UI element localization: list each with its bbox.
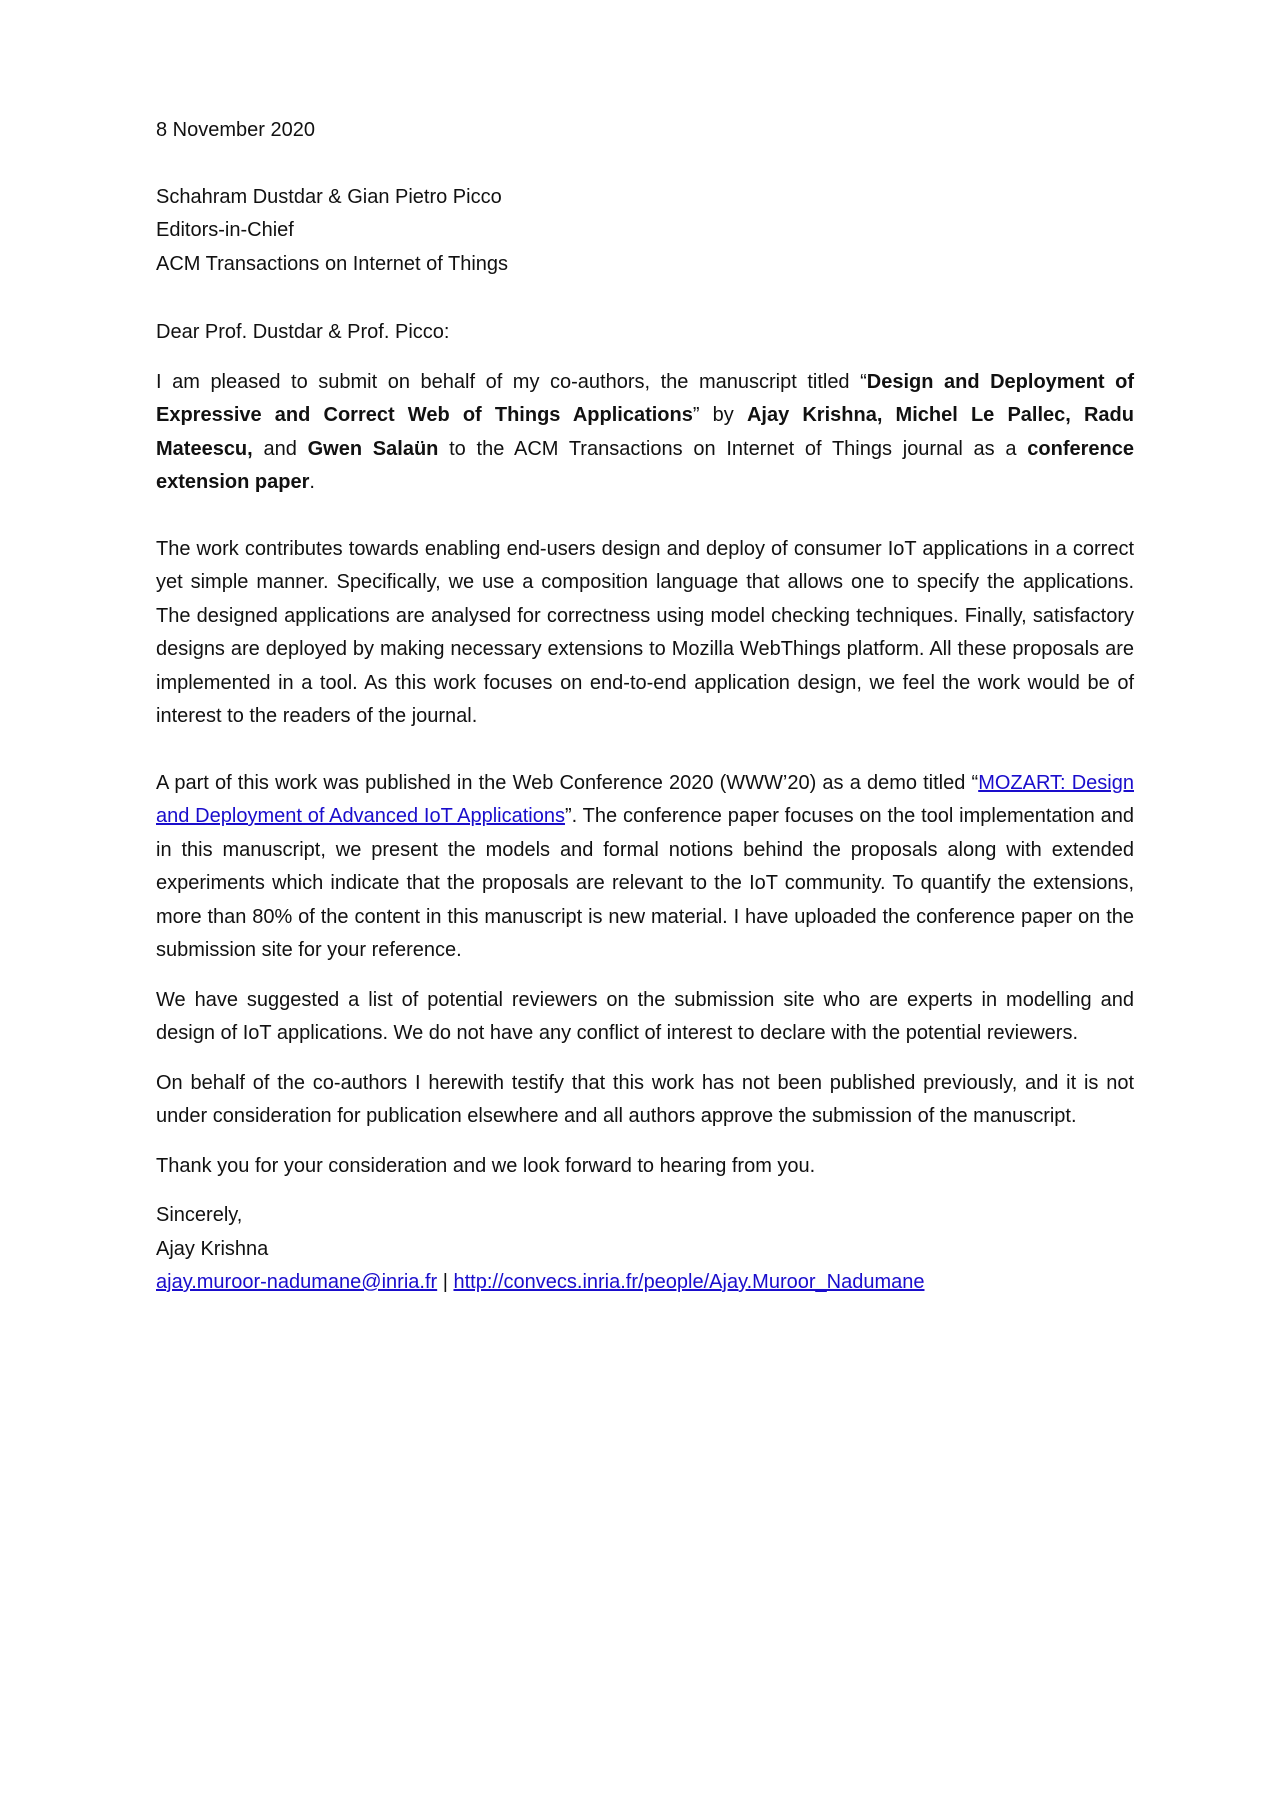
paragraph-reviewers: We have suggested a list of potential reviewers on the submission site who are experts in modelling and design of IoT applications. We do not have any conflict of interest to declare with the potential reviewers. — [156, 988, 1134, 1044]
recipient-block — [156, 181, 1134, 282]
p1-text-2: ” by — [692, 404, 747, 426]
p1-text-1: I am pleased to submit on behalf of my co-authors, the manuscript titled “ — [156, 370, 867, 393]
last-author: Gwen Salaün — [307, 437, 439, 460]
contact-line — [156, 1266, 1134, 1300]
manuscript-title: Design and Deployment of Expressive and Correct Web of Things Applications — [156, 370, 1135, 426]
signer-name: Ajay Krishna — [156, 1237, 269, 1260]
salutation: Dear Prof. Dustdar & Prof. Picco: — [156, 321, 450, 343]
p3-text-2: ”. The conference paper focuses on the tool implementation and in this manuscript, we present the models and formal notions behind the proposals along with extended experiments which indicate that the proposals are relevant to the IoT community. To quantify the extensions, more than 80% of the content in this manuscript is new material. I have uploaded the conference paper on the submission site for your reference. — [156, 805, 1134, 961]
email-link[interactable]: ajay.muroor-nadumane@inria.fr — [156, 1271, 438, 1293]
valediction: Sincerely, — [156, 1204, 243, 1226]
homepage-link[interactable]: http://convecs.inria.fr/people/Ajay.Muroor_Nadumane — [453, 1271, 925, 1293]
paragraph-prior-work — [156, 767, 1134, 968]
cover-letter — [156, 114, 1134, 1300]
paragraph-declaration: On behalf of the co-authors I herewith testify that this work has not been published previously, and it is not under consideration for publication elsewhere and all authors approve the submission of the manuscript. — [156, 1071, 1134, 1127]
p1-text-4: to the ACM Transactions on Internet of Things journal as a — [438, 437, 1028, 460]
p1-text-3: and — [252, 437, 308, 460]
paper-type: conference extension paper — [156, 437, 1134, 493]
p1-text-5: . — [309, 471, 315, 493]
letter-date: 8 November 2020 — [156, 119, 315, 141]
closing-block — [156, 1199, 1134, 1300]
paragraph-submission — [156, 366, 1134, 500]
paragraph-thanks: Thank you for your consideration and we look forward to hearing from you. — [156, 1154, 816, 1177]
recipient-organization: ACM Transactions on Internet of Things — [156, 252, 509, 275]
p3-text-1: A part of this work was published in the Web Conference 2020 (WWW’20) as a demo titled “ — [156, 771, 979, 794]
recipient-names: Schahram Dustdar & Gian Pietro Picco — [156, 185, 502, 208]
paragraph-contribution: The work contributes towards enabling end-users design and deploy of consumer IoT applications in a correct yet simple manner. Specifically, we use a composition language that allows one to specify the applications. The designed applications are analysed for correctness using model checking techniques. Finally, satisfactory designs are deployed by making necessary extensions to Mozilla WebThings platform. All these proposals are implemented in a tool. As this work focuses on end-to-end application design, we feel the work would be of interest to the readers of the journal. — [156, 537, 1134, 727]
recipient-role: Editors-in-Chief — [156, 219, 294, 241]
contact-separator: | — [437, 1271, 454, 1293]
author-list: Ajay Krishna, Michel Le Pallec, Radu Mateescu, — [156, 404, 1134, 460]
conference-paper-link[interactable]: MOZART: Design and Deployment of Advanced IoT Applications — [156, 771, 1134, 827]
